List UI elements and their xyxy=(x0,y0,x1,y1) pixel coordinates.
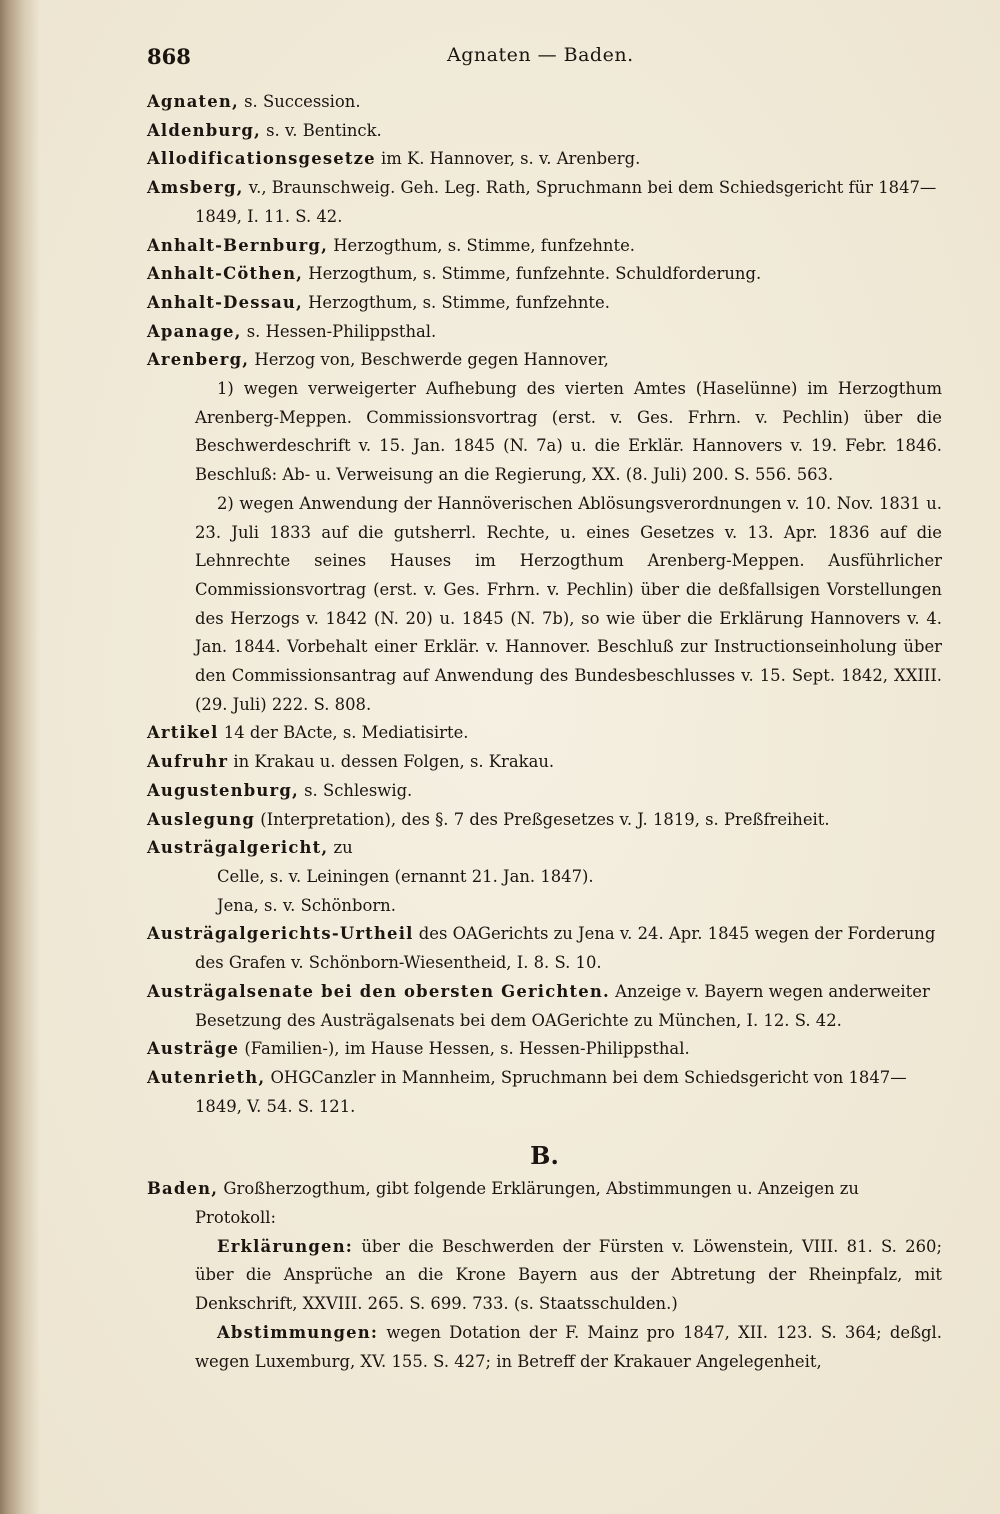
index-entry xyxy=(147,834,942,863)
entry-term: Austrägalgerichts-Urtheil xyxy=(147,924,414,944)
section-letter: B. xyxy=(530,1141,559,1171)
entry-term: Augustenburg, xyxy=(147,780,299,800)
entry-text: im K. Hannover, s. v. Arenberg. xyxy=(375,149,641,169)
entry-text: Herzog von, Beschwerde gegen Hannover, xyxy=(249,350,609,370)
index-entry xyxy=(147,806,942,835)
entry-term: Auslegung xyxy=(147,809,256,829)
index-entry xyxy=(147,346,942,375)
entry-text: Herzogthum, s. Stimme, funfzehnte. Schuldforderung. xyxy=(303,264,762,284)
sub-entry xyxy=(147,1233,942,1319)
index-entry xyxy=(147,1035,942,1064)
index-entry xyxy=(147,260,942,289)
page-number: 868 xyxy=(147,44,191,69)
entry-text: in Krakau u. dessen Folgen, s. Krakau. xyxy=(228,752,555,772)
entry-term: Amsberg, xyxy=(147,178,244,198)
entry-text: Anzeige v. Bayern wegen anderweiter Besetzung des Austrägalsenats bei dem OAGerichte zu München, I. 12. S. 42. xyxy=(195,981,930,1030)
entry-text: Herzogthum, s. Stimme, funfzehnte. xyxy=(328,235,635,255)
sub-entry xyxy=(147,1319,942,1376)
entry-text: Herzogthum, s. Stimme, funfzehnte. xyxy=(302,292,610,312)
entry-term: Agnaten, xyxy=(147,92,239,111)
index-entry xyxy=(147,748,942,777)
entry-term: Erklärungen: xyxy=(217,1236,354,1256)
entry-text: Großherzogthum, gibt folgende Erklärungen, Abstimmungen u. Anzeigen zu Protokoll: xyxy=(195,1179,859,1228)
index-entry xyxy=(147,318,942,347)
entry-term: Austräge xyxy=(147,1039,240,1059)
entry-text: 14 der BActe, s. Mediatisirte. xyxy=(218,723,469,743)
sub-entry: 1) wegen verweigerter Aufhebung des vierten Amtes (Haselünne) im Herzogthum Arenberg-Meppen. Commissionsvortrag (erst. v. Ges. Frhrn. v. Pechlin) über die Beschwerdeschrift v. 15. Jan. 1845 (N. 7a) u. die Erklär. Hannovers v. 19. Febr. 1846. Beschluß: Ab- u. Verweisung an die Regierung, XX. (8. Juli) 200. S. 556. 563. xyxy=(195,379,942,485)
entry-term: Aldenburg, xyxy=(147,120,261,140)
entry-term: Baden, xyxy=(147,1179,219,1199)
entry-text: OHGCanzler in Mannheim, Spruchmann bei dem Schiedsgericht von 1847—1849, V. 54. S. 121. xyxy=(195,1067,907,1116)
entry-term: Anhalt-Dessau, xyxy=(147,292,303,312)
entry-term: Arenberg, xyxy=(147,350,250,370)
index-entry xyxy=(147,117,942,146)
entry-term: Autenrieth, xyxy=(147,1067,266,1087)
entry-text: wegen Dotation der F. Mainz pro 1847, XII. 123. S. 364; deßgl. wegen Luxemburg, XV. 155. S. 427; in Betreff der Krakauer Angelegenheit, xyxy=(195,1322,942,1371)
entry-term: Aufruhr xyxy=(147,752,229,772)
entry-term: Anhalt-Cöthen, xyxy=(147,264,304,284)
sub-entry: Jena, s. v. Schönborn. xyxy=(217,895,396,915)
page-header xyxy=(147,44,942,78)
index-entry xyxy=(147,920,942,977)
entry-term: Abstimmungen: xyxy=(217,1322,379,1342)
entry-text: s. Schleswig. xyxy=(298,780,413,800)
entry-text: (Interpretation), des §. 7 des Preßgesetzes v. J. 1819, s. Preßfreiheit. xyxy=(255,809,830,829)
entry-term: Allodificationsgesetze xyxy=(147,149,376,169)
index-entry xyxy=(147,1064,942,1121)
index-entry xyxy=(147,289,942,318)
index-entry xyxy=(147,1175,942,1232)
entry-text: v., Braunschweig. Geh. Leg. Rath, Spruchmann bei dem Schiedsgericht für 1847—1849, I. 11. S. 42. xyxy=(195,178,937,226)
entry-term: Austrägalsenate bei den obersten Gerichten. xyxy=(147,981,610,1001)
index-entry xyxy=(147,232,942,261)
index-entry xyxy=(147,978,942,1035)
index-entry xyxy=(147,777,942,806)
sub-entry: Celle, s. v. Leiningen (ernannt 21. Jan. 1847). xyxy=(217,866,594,886)
index-content xyxy=(147,88,942,1376)
entry-text: (Familien-), im Hause Hessen, s. Hessen-Philippsthal. xyxy=(239,1039,690,1059)
entry-text: des OAGerichts zu Jena v. 24. Apr. 1845 wegen der Forderung des Grafen v. Schönborn-Wiesentheid, I. 8. S. 10. xyxy=(195,924,936,973)
entry-term: Apanage, xyxy=(147,321,242,341)
entry-text: über die Beschwerden der Fürsten v. Löwenstein, VIII. 81. S. 260; über die Ansprüche an die Krone Bayern aus der Abtretung der Rheinpfalz, mit Denkschrift, XXVIII. 265. S. 699. 733. (s. Staatsschulden.) xyxy=(195,1236,942,1314)
entry-term: Anhalt-Bernburg, xyxy=(147,235,328,255)
index-entry xyxy=(147,88,942,117)
entry-term: Artikel xyxy=(147,723,219,743)
page-binding-shadow xyxy=(0,0,40,1514)
entry-text: zu xyxy=(328,838,353,858)
sub-entry: 2) wegen Anwendung der Hannöverischen Ablösungsverordnungen v. 10. Nov. 1831 u. 23. Juli 1833 auf die gutsherrl. Rechte, u. eines Gesetzes v. 13. Apr. 1836 auf die Lehnrechte seines Hauses im Herzogthum Arenberg-Meppen. Ausführlicher Commissionsvortrag (erst. v. Ges. Frhrn. v. Pechlin) über die deßfallsigen Vorstellungen des Herzogs v. 1842 (N. 20) u. 1845 (N. 7b), so wie über die Erklärung Hannovers v. 4. Jan. 1844. Vorbehalt einer Erklär. v. Hannover. Beschluß zur Instructionseinholung über den Commissionsantrag auf Anwendung des Bundesbeschlusses v. 15. Sept. 1842, XXIII. (29. Juli) 222. S. 808. xyxy=(195,493,942,714)
index-entry xyxy=(147,174,942,231)
index-entry xyxy=(147,719,942,748)
entry-term: Austrägalgericht, xyxy=(147,838,329,858)
running-title: Agnaten — Baden. xyxy=(447,44,634,66)
entry-text: s. Succession. xyxy=(238,92,361,111)
entry-text: s. v. Bentinck. xyxy=(260,120,382,140)
index-entry xyxy=(147,145,942,174)
entry-text: s. Hessen-Philippsthal. xyxy=(241,321,437,341)
